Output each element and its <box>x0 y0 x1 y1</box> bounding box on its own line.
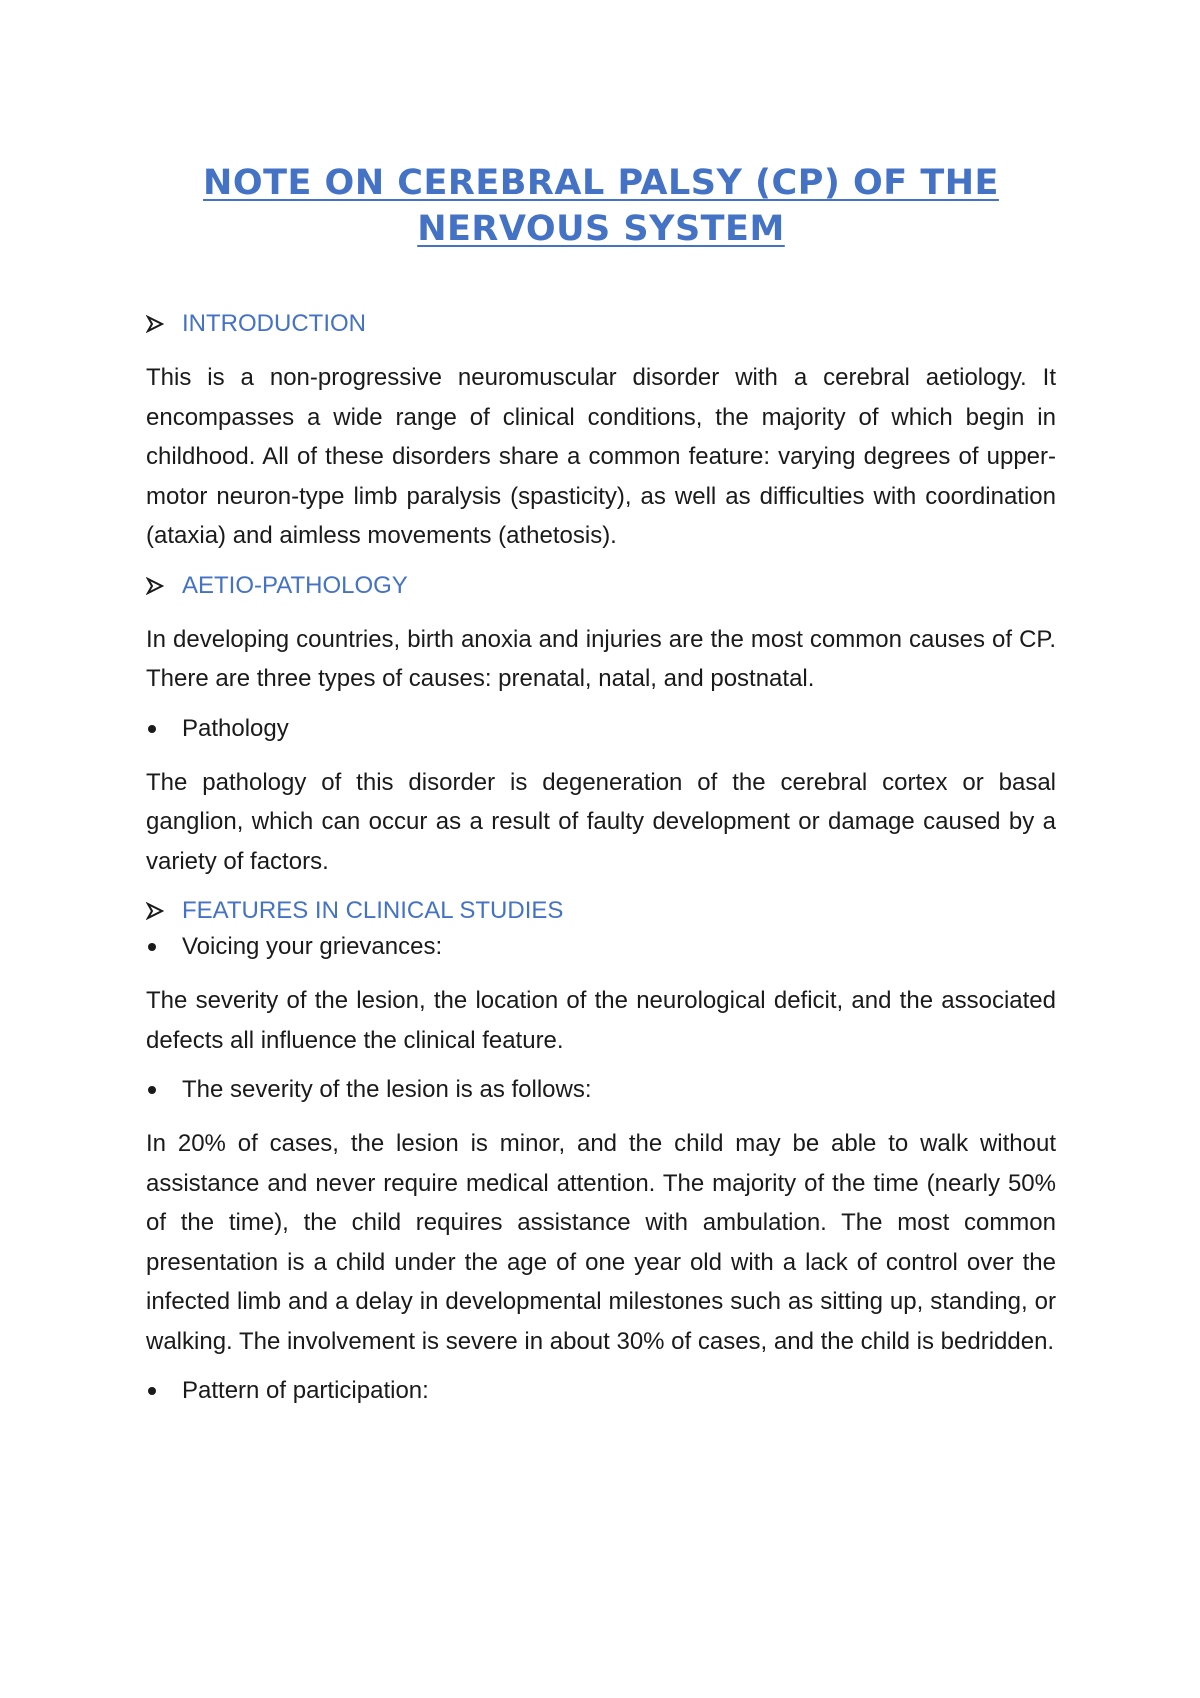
section-heading-text: FEATURES IN CLINICAL STUDIES <box>182 897 564 924</box>
bullet-dot-icon <box>146 1086 182 1094</box>
bullet-text: Pattern of participation: <box>182 1377 429 1404</box>
document-title <box>146 160 1056 252</box>
document-page <box>146 160 1056 1407</box>
aetio-pathology-paragraph: In developing countries, birth anoxia and injuries are the most common causes of CP. There are three types of causes: prenatal, natal, and postnatal. <box>146 625 1056 692</box>
bullet-grievances <box>146 931 1056 963</box>
arrow-bullet-icon <box>146 902 182 920</box>
section-heading-features <box>146 895 1056 927</box>
section-heading-aetio-pathology <box>146 570 1056 602</box>
bullet-dot-icon <box>146 943 182 951</box>
introduction-paragraph: This is a non-progressive neuromuscular disorder with a cerebral aetiology. It encompasses a wide range of clinical conditions, the majority of which begin in childhood. All of these disorders share a common feature: varying degrees of upper-motor neuron-type limb paralysis (spasticity), as well as difficulties with coordination (ataxia) and aimless movements (athetosis). <box>146 364 1056 549</box>
title-line-2: NERVOUS SYSTEM <box>417 209 785 249</box>
severity-paragraph: In 20% of cases, the lesion is minor, and the child may be able to walk without assistance and never require medical attention. The majority of the time (nearly 50% of the time), the child requires assistance with ambulation. The most common presentation is a child under the age of one year old with a lack of control over the infected limb and a delay in developmental milestones such as sitting up, standing, or walking. The involvement is severe in about 30% of cases, and the child is bedridden. <box>146 1130 1056 1355</box>
bullet-text: Pathology <box>182 714 289 742</box>
section-heading-introduction <box>146 308 1056 340</box>
bullet-text: Voicing your grievances: <box>182 933 443 960</box>
section-heading-text: INTRODUCTION <box>182 310 366 337</box>
bullet-dot-icon <box>146 725 182 733</box>
arrow-bullet-icon <box>146 577 182 595</box>
section-heading-text: AETIO-PATHOLOGY <box>182 571 408 599</box>
title-line-1: NOTE ON CEREBRAL PALSY (CP) OF THE <box>203 163 999 203</box>
bullet-pattern <box>146 1375 1056 1407</box>
bullet-pathology <box>146 713 1056 745</box>
arrow-bullet-icon <box>146 315 182 333</box>
bullet-text: The severity of the lesion is as follows: <box>182 1076 592 1103</box>
bullet-dot-icon <box>146 1387 182 1395</box>
bullet-severity <box>146 1074 1056 1106</box>
grievances-paragraph: The severity of the lesion, the location of the neurological deficit, and the associated defects all influence the clinical feature. <box>146 987 1056 1054</box>
pathology-paragraph: The pathology of this disorder is degeneration of the cerebral cortex or basal ganglion, which can occur as a result of faulty development or damage caused by a variety of factors. <box>146 768 1056 875</box>
